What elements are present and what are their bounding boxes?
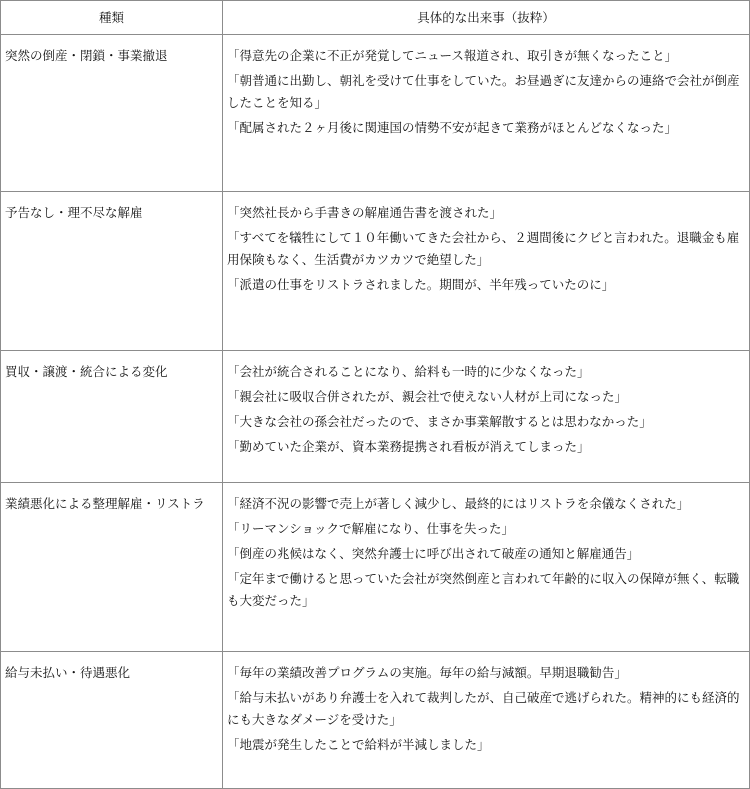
incident-item: 「リーマンショックで解雇になり、仕事を失った」 bbox=[227, 521, 514, 536]
incident-item: 「派遣の仕事をリストラされました。期間が、半年残っていたのに」 bbox=[227, 277, 615, 292]
category-cell: 給与未払い・待遇悪化 bbox=[1, 652, 223, 789]
incident-item: 「経済不況の影響で売上が著しく減少し、最終的にはリストラを余儀なくされた」 bbox=[227, 496, 690, 511]
category-cell: 買収・譲渡・統合による変化 bbox=[1, 351, 223, 483]
table-row bbox=[1, 652, 750, 789]
incident-item: 「給与未払いがあり弁護士を入れて裁判したが、自己破産で逃げられた。精神的にも経済的にも大きなダメージを受けた」 bbox=[227, 690, 740, 727]
category-cell: 突然の倒産・閉鎖・事業撤退 bbox=[1, 35, 223, 192]
incidents-cell bbox=[223, 192, 750, 351]
incident-item: 「朝普通に出勤し、朝礼を受けて仕事をしていた。お昼過ぎに友達からの連絡で会社が倒産したことを知る」 bbox=[227, 73, 740, 110]
header-row bbox=[1, 1, 750, 35]
incident-item: 「すべてを犠牲にして１０年働いてきた会社から、２週間後にクビと言われた。退職金も雇用保険もなく、生活費がカツカツで絶望した」 bbox=[227, 230, 740, 267]
incident-item: 「親会社に吸収合併されたが、親会社で使えない人材が上司になった」 bbox=[227, 389, 628, 404]
table-row bbox=[1, 351, 750, 483]
incidents-cell bbox=[223, 652, 750, 789]
incidents-cell bbox=[223, 483, 750, 652]
incident-item: 「会社が統合されることになり、給料も一時的に少なくなった」 bbox=[227, 364, 590, 379]
incident-item: 「大きな会社の孫会社だったので、まさか事業解散するとは思わなかった」 bbox=[227, 414, 652, 429]
category-cell: 予告なし・理不尽な解雇 bbox=[1, 192, 223, 351]
table-row bbox=[1, 483, 750, 652]
incidents-cell bbox=[223, 35, 750, 192]
incident-item: 「得意先の企業に不正が発覚してニュース報道され、取引きが無くなったこと」 bbox=[227, 48, 678, 63]
header-incidents: 具体的な出来事（抜粋） bbox=[223, 1, 750, 35]
incident-item: 「定年まで働けると思っていた会社が突然倒産と言われて年齢的に収入の保障が無く、転職も大変だった」 bbox=[227, 571, 740, 608]
table-row bbox=[1, 192, 750, 351]
incident-item: 「勤めていた企業が、資本業務提携され看板が消えてしまった」 bbox=[227, 439, 590, 454]
incident-item: 「突然社長から手書きの解雇通告書を渡された」 bbox=[227, 205, 503, 220]
header-type: 種類 bbox=[1, 1, 223, 35]
incident-item: 「倒産の兆候はなく、突然弁護士に呼び出されて破産の通知と解雇通告」 bbox=[227, 546, 640, 561]
incidents-cell bbox=[223, 351, 750, 483]
category-cell: 業績悪化による整理解雇・リストラ bbox=[1, 483, 223, 652]
incident-item: 「地震が発生したことで給料が半減しました」 bbox=[227, 737, 490, 752]
table-row bbox=[1, 35, 750, 192]
incident-item: 「毎年の業績改善プログラムの実施。毎年の給与減額。早期退職勧告」 bbox=[227, 665, 627, 680]
incident-item: 「配属された２ヶ月後に関連国の情勢不安が起きて業務がほとんどなくなった」 bbox=[227, 120, 678, 135]
